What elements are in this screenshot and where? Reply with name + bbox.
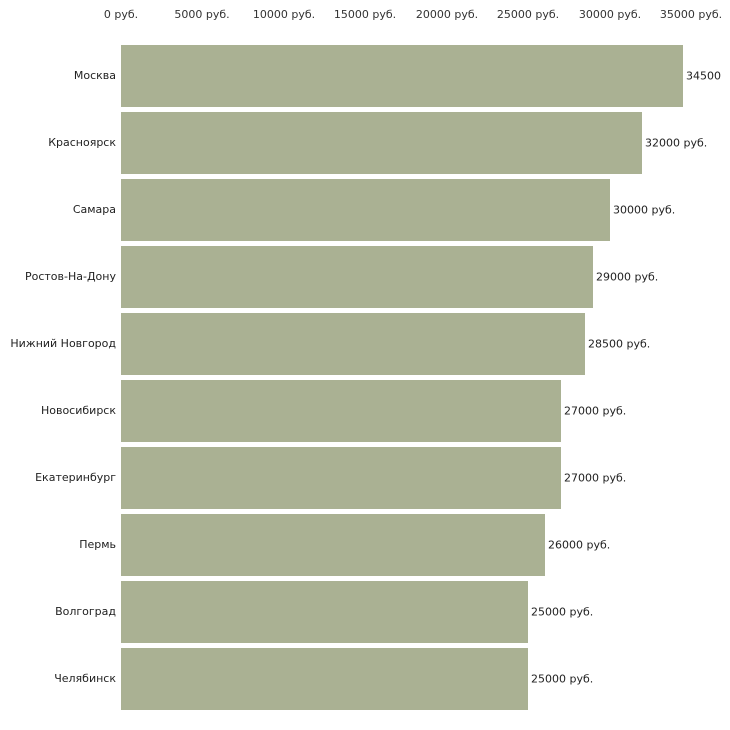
category-label: Пермь [79,538,116,551]
bar-value-label: 30000 руб. [613,203,676,217]
category-label: Самара [72,203,116,216]
category-label: Новосибирск [40,404,116,417]
bar-value-label: 28500 руб. [588,337,651,351]
category-label: Нижний Новгород [10,337,116,350]
x-tick-label: 25000 руб. [496,8,560,21]
bar-value-label: 27000 руб. [564,404,627,418]
x-axis [0,0,730,28]
x-tick-label: 30000 руб. [578,8,642,21]
y-axis [0,28,730,702]
category-label: Челябинск [54,672,116,685]
bar-value-label: 34500 [686,69,721,83]
x-tick-label: 35000 руб. [659,8,723,21]
bar-value-label: 25000 руб. [531,605,594,619]
x-tick-label: 5000 руб. [174,8,230,21]
category-label: Екатеринбург [35,471,116,484]
bar-value-label: 25000 руб. [531,672,594,686]
category-label: Волгоград [55,605,116,618]
category-label: Красноярск [48,136,116,149]
category-label: Ростов-На-Дону [24,270,116,283]
bar-value-label: 26000 руб. [548,538,611,552]
bar-value-label: 27000 руб. [564,471,627,485]
bar-value-label: 32000 руб. [645,136,708,150]
x-tick-label: 10000 руб. [252,8,316,21]
x-tick-label: 20000 руб. [415,8,479,21]
x-tick-label: 15000 руб. [333,8,397,21]
x-tick-label: 0 руб. [103,8,139,21]
category-label: Москва [73,69,116,82]
bar-value-label: 29000 руб. [596,270,659,284]
